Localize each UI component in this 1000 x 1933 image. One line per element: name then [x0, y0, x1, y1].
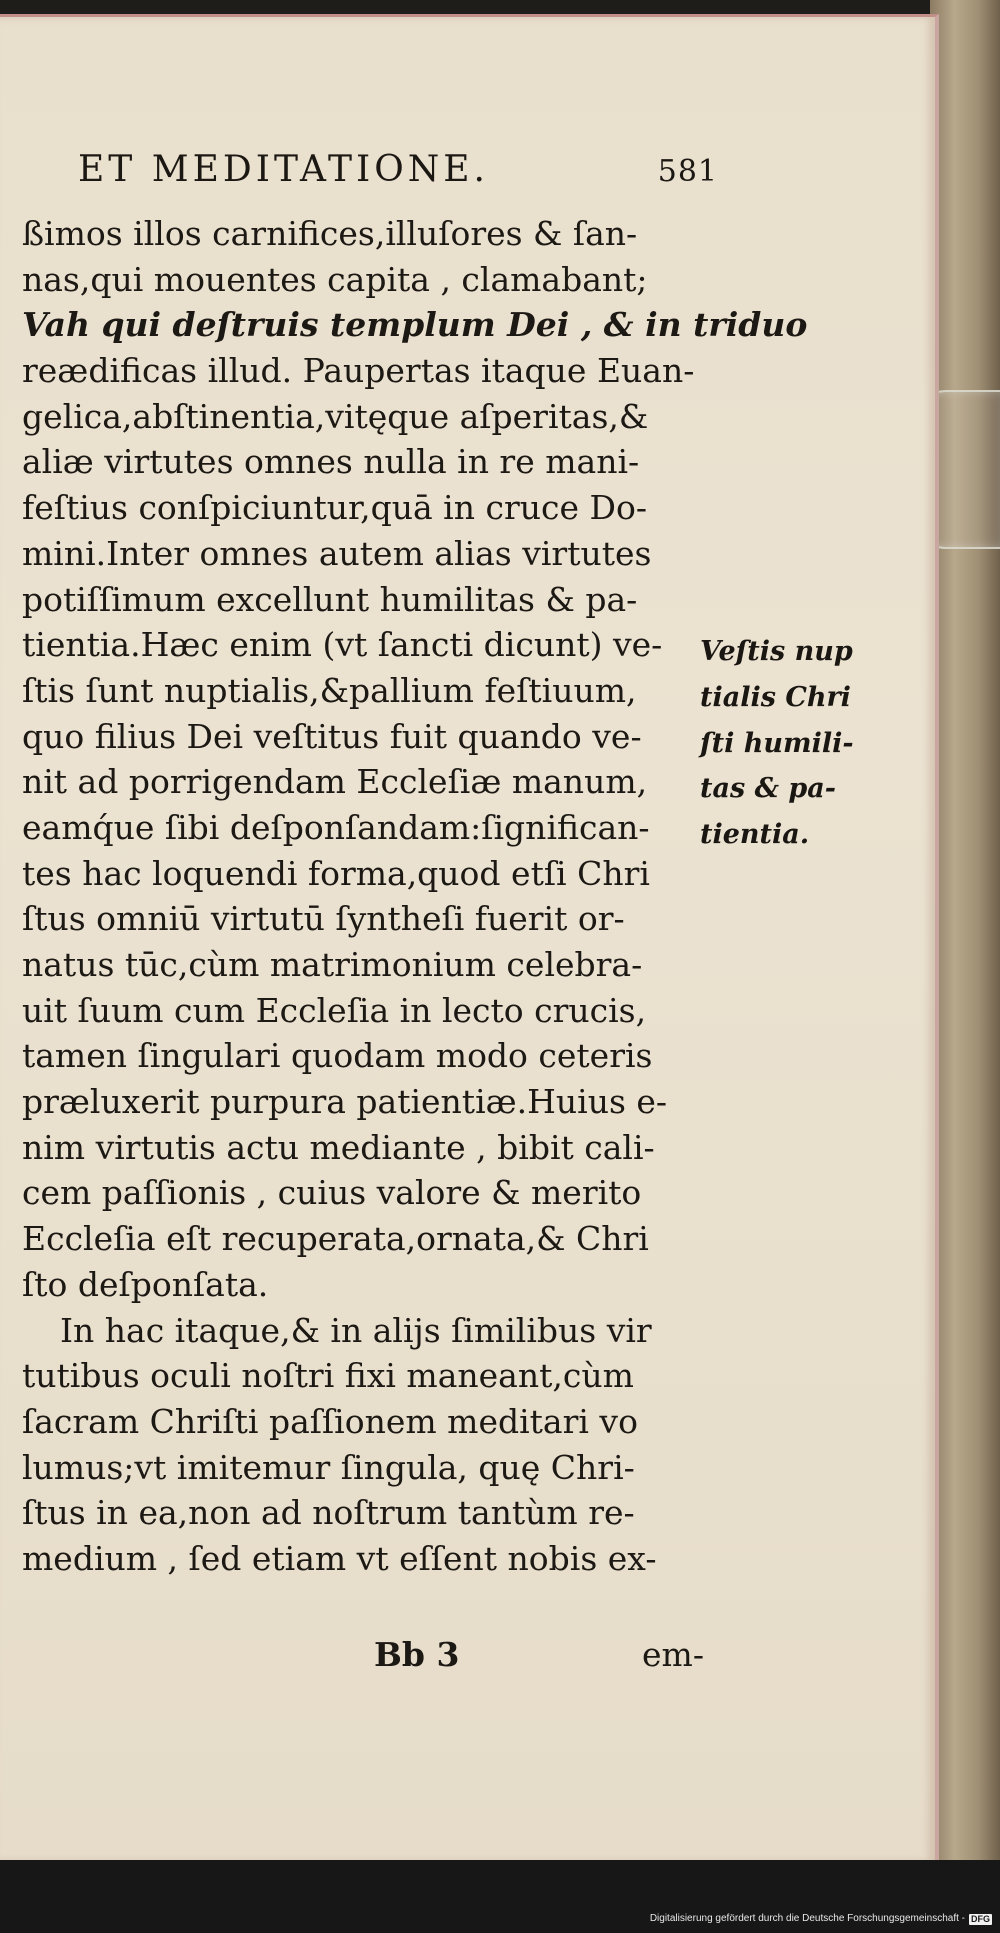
marginal-note-line: tialis Chri [700, 681, 851, 713]
marginal-note [700, 629, 875, 858]
text-line: Eccleſia eſt recuperata,ornata,& Chri [22, 1219, 649, 1259]
text-line: In hac itaque,& in alijs ſimilibus vir [60, 1310, 652, 1350]
text-line: ſtis ſunt nuptialis,&pallium feſtiuum, [22, 670, 637, 710]
dfg-logo: DFG [971, 1913, 990, 1924]
text-line: Vah qui deſtruis templum Dei , & in triduo [22, 305, 808, 345]
text-line: potiſſimum excellunt humilitas & pa- [22, 579, 638, 619]
catchword: em- [642, 1635, 704, 1674]
text-line: mini.Inter omnes autem alias virtutes [22, 533, 652, 573]
text-line: ßimos illos carnifices,illuſores & ſan- [22, 214, 638, 253]
text-line: ſacram Chriſti paſſionem meditari vo [22, 1401, 638, 1441]
page-content [0, 17, 935, 1862]
text-line: lumus;vt imitemur ſingula, quę Chri- [22, 1447, 635, 1487]
text-line: tutibus oculi noſtri fixi maneant,cùm [22, 1356, 634, 1396]
text-line: cem paſſionis , cuius valore & merito [22, 1173, 642, 1213]
text-line: tientia.Hæc enim (vt ſancti dicunt) ve- [22, 625, 663, 665]
text-line: reædificas illud. Paupertas itaque Euan- [22, 351, 695, 391]
page-footer [374, 1635, 704, 1674]
text-line: aliæ virtutes omnes nulla in re mani- [22, 442, 640, 482]
text-line: gelica,abſtinentia,vitęque aſperitas,& [22, 396, 649, 436]
text-line: nim virtutis actu mediante , bibit cali- [22, 1127, 655, 1167]
text-line: nas,qui mouentes capita , clamabant; [22, 259, 648, 299]
text-line: uit ſuum cum Eccleſia in lecto crucis, [22, 990, 647, 1030]
text-line: nit ad porrigendam Eccleſiæ manum, [22, 762, 648, 802]
page-number: 581 [657, 154, 718, 189]
marginal-note-line: Veſtis nup [700, 636, 853, 667]
text-line: tamen ſingulari quodam modo ceteris [22, 1036, 653, 1076]
funding-credit [650, 1913, 992, 1925]
book-fore-edge [930, 0, 1000, 1860]
book-page [0, 14, 939, 1862]
running-head [78, 149, 718, 199]
marginal-note-line: tas & pa- [700, 773, 836, 805]
marginal-note-line: tientia. [700, 819, 810, 851]
text-line: ſto deſponſata. [22, 1264, 269, 1304]
text-line: medium , ſed etiam vt eſſent nobis ex- [22, 1538, 657, 1578]
text-line: tes hac loquendi forma,quod etſi Chri [22, 853, 650, 893]
text-line: quo filius Dei veſtitus fuit quando ve- [22, 716, 642, 756]
running-title: ET MEDITATIONE. [78, 149, 489, 190]
text-line: eamq́ue ſibi deſponſandam:ſignifican- [22, 807, 650, 847]
text-line: ſtus in ea,non ad noſtrum tantùm re- [22, 1493, 635, 1533]
text-line: præluxerit purpura patientiæ.Huius e- [22, 1082, 668, 1122]
text-line: feſtius conſpiciuntur,quā in cruce Do- [22, 488, 647, 528]
text-line: ſtus omniū virtutū ſyntheſi fuerit or- [22, 899, 625, 939]
signature-mark: Bb 3 [374, 1635, 460, 1674]
marginal-note-line: ſti humili- [700, 727, 854, 759]
funding-credit-text: Digitalisierung gefördert durch die Deutsche Forschungsgemeinschaft - [649, 1913, 965, 1924]
text-line: natus tūc,cùm matrimonium celebra- [22, 945, 643, 984]
